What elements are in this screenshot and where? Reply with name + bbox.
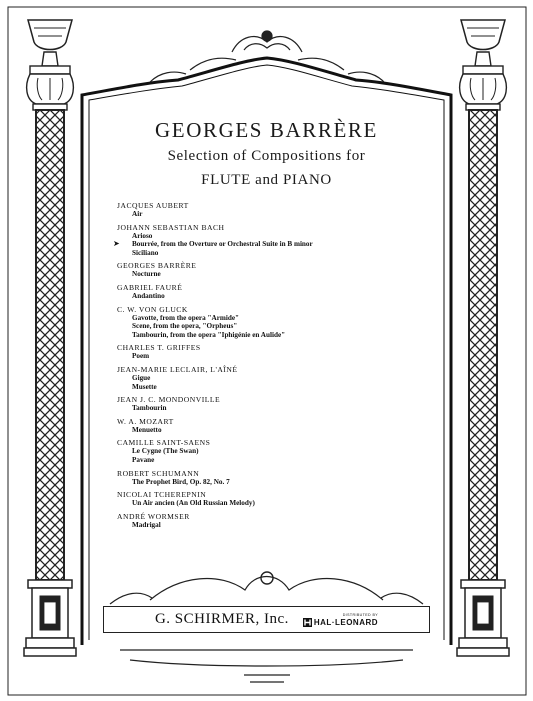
composer-name: CAMILLE SAINT-SAENS: [117, 438, 211, 448]
composer-name: JACQUES AUBERT: [117, 201, 189, 210]
work-title: Tambourin: [132, 404, 167, 413]
work-title: Andantino: [132, 291, 165, 300]
composer-name: C. W. VON GLUCK: [117, 304, 188, 314]
work-title: Madrigal: [132, 520, 161, 529]
composer-name: ROBERT SCHUMANN: [117, 468, 200, 478]
left-column: [24, 20, 76, 656]
work-title: Poem: [132, 352, 150, 361]
publisher-name: G. SCHIRMER, Inc.: [154, 611, 289, 627]
collection-subtitle: Selection of Compositions for: [167, 148, 366, 164]
work-title: Pavane: [132, 455, 155, 464]
hal-leonard-logo-icon: [303, 618, 312, 627]
composer-name: ANDRÉ WORMSER: [117, 511, 190, 521]
work-title: Le Cygne (The Swan): [132, 447, 199, 456]
work-title: Tambourin, from the opera "Iphigénie en Aulide": [132, 330, 286, 339]
composer-name: CHARLES T. GRIFFES: [117, 343, 201, 353]
work-title: The Prophet Bird, Op. 82, No. 7: [132, 477, 230, 486]
work-title-marked: ➤ Bourrée, from the Overture or Orchestral Suite in B minor: [117, 240, 437, 249]
work-title: Siciliano: [132, 248, 159, 257]
work-title: Nocturne: [132, 270, 161, 279]
composer-name: GABRIEL FAURÉ: [117, 282, 183, 292]
work-title: Gavotte, from the opera "Armide": [132, 313, 240, 322]
distributed-by-label: DISTRIBUTED BY: [342, 612, 379, 617]
collection-title: GEORGES BARRÈRE: [155, 118, 378, 142]
work-title: Menuetto: [132, 425, 162, 434]
distributor-name: HAL·LEONARD: [313, 617, 379, 627]
distributor-block: [303, 613, 378, 627]
work-title: Scene, from the opera, "Orpheus": [132, 322, 238, 331]
work-title: Un Air ancien (An Old Russian Melody): [132, 499, 255, 508]
hal-leonard-logo: [303, 618, 378, 627]
composer-name: W. A. MOZART: [117, 416, 174, 426]
composer-name: GEORGES BARRÈRE: [117, 261, 197, 271]
composer-name: NICOLAI TCHEREPNIN: [117, 490, 207, 500]
work-title: Gigue: [132, 373, 151, 382]
work-title: Arioso: [132, 231, 153, 240]
composer-name: JOHANN SEBASTIAN BACH: [117, 222, 225, 232]
publisher-bar: [103, 606, 430, 633]
right-column: [457, 20, 509, 656]
composer-name: JEAN-MARIE LECLAIR, L'AÎNÉ: [117, 364, 238, 374]
contents-list: [117, 201, 437, 529]
instrumentation-heading: FLUTE and PIANO: [201, 172, 332, 188]
work-title: Musette: [132, 382, 157, 391]
work-title: Air: [132, 210, 143, 218]
composer-name: JEAN J. C. MONDONVILLE: [117, 395, 221, 405]
